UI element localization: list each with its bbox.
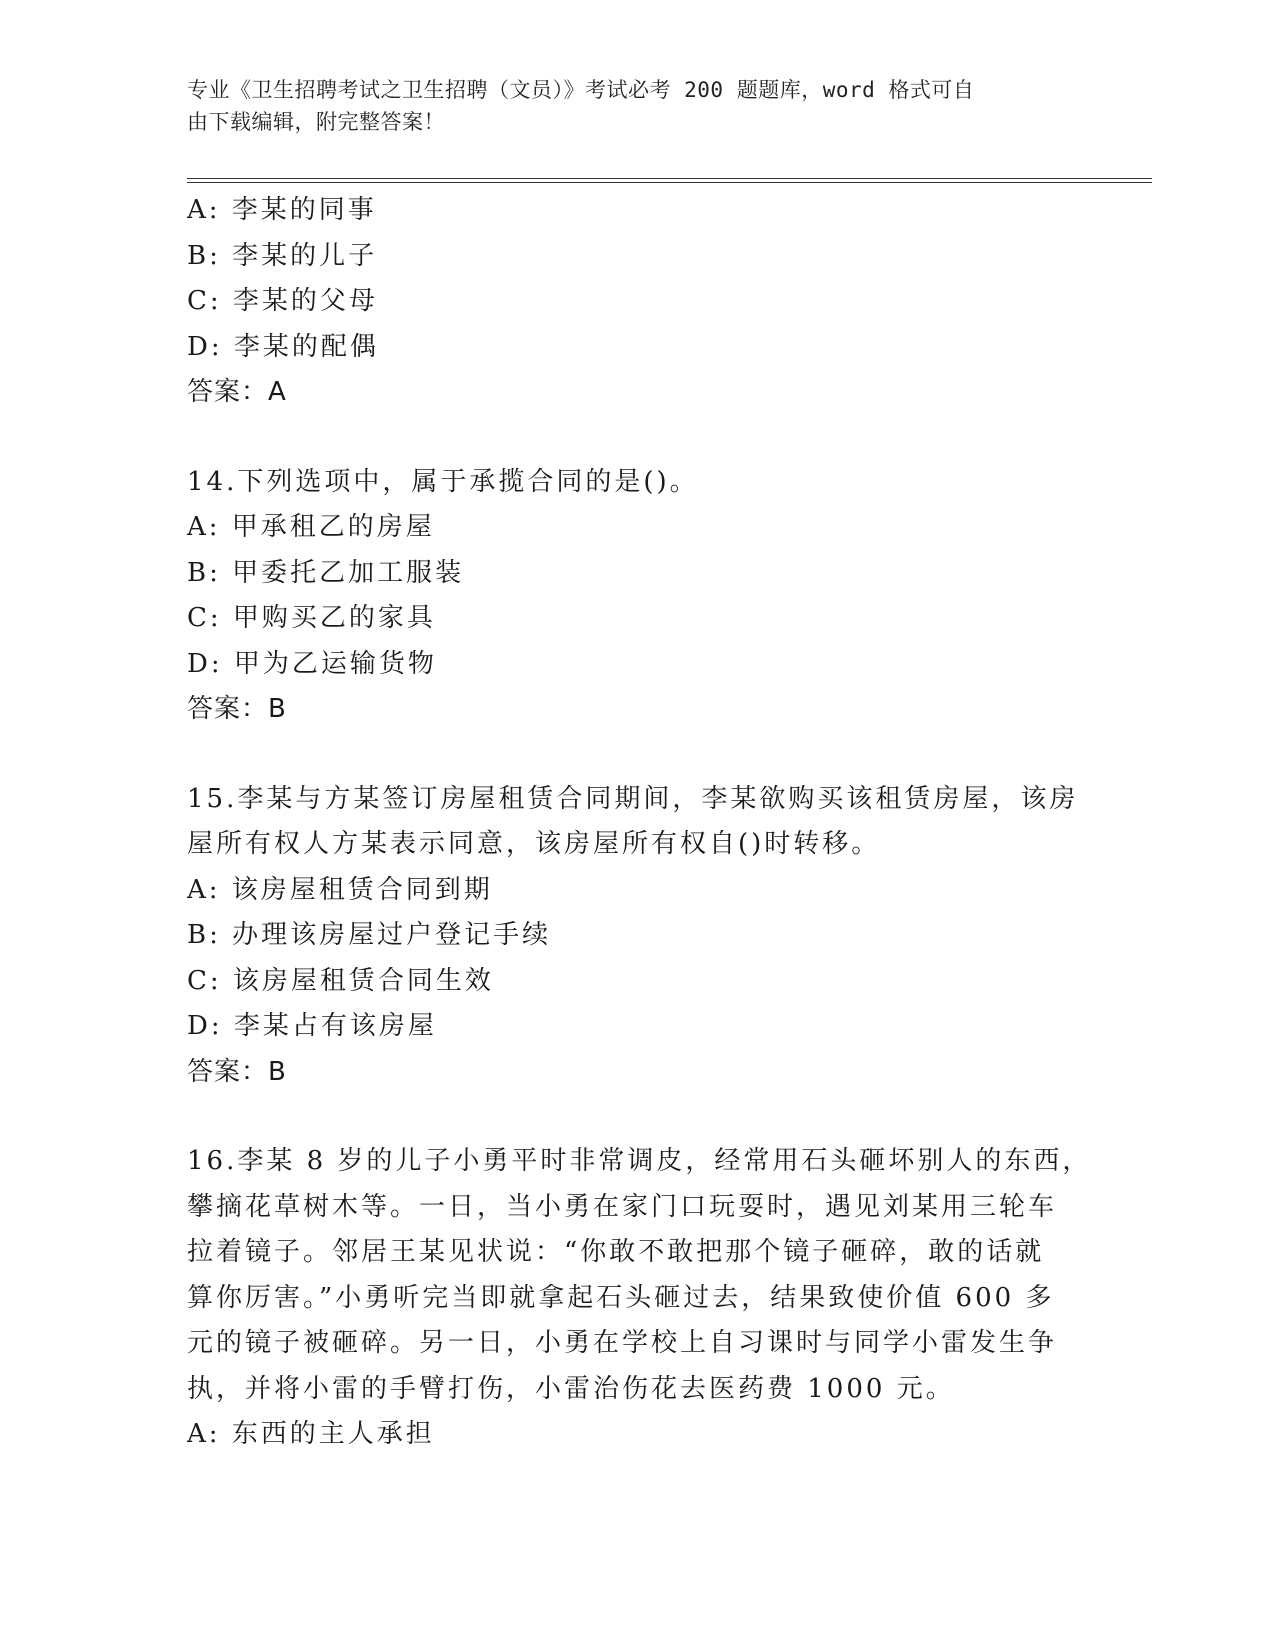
question-text: 14.下列选项中，属于承揽合同的是()。 (187, 466, 699, 497)
option-c: C: 该房屋租赁合同生效 (187, 965, 494, 996)
question-text-line-1: 16.李某 8 岁的儿子小勇平时非常调皮，经常用石头砸坏别人的东西， (187, 1146, 1092, 1176)
option-d: D: 甲为乙运输货物 (187, 648, 437, 679)
question-text-line-2: 攀摘花草树木等。一日，当小勇在家门口玩耍时，遇见刘某用三轮车 (187, 1191, 1058, 1222)
option-b: B: 甲委托乙加工服装 (187, 557, 465, 588)
page-header (187, 74, 1067, 138)
question-text-line-3: 拉着镜子。邻居王某见状说：“你敢不敢把那个镜子砸碎，敢的话就 (187, 1237, 1045, 1267)
question-13 (187, 188, 1087, 416)
answer: 答案：B (187, 694, 287, 724)
option-c: C: 甲购买乙的家具 (187, 603, 436, 633)
question-14 (187, 460, 1087, 733)
question-text-line-2: 屋所有权人方某表示同意，该房屋所有权自()时转移。 (187, 829, 881, 859)
question-16 (187, 1139, 1092, 1458)
question-text-line-5: 元的镜子被砸碎。另一日，小勇在学校上自习课时与同学小雷发生争 (187, 1328, 1058, 1358)
question-text-line-4: 算你厉害。”小勇听完当即就拿起石头砸过去，结果致使价值 600 多 (187, 1282, 1055, 1313)
spacer (187, 416, 1087, 460)
answer: 答案：A (187, 377, 287, 407)
option-a: A: 东西的主人承担 (187, 1419, 435, 1449)
header-line-1: 专业《卫生招聘考试之卫生招聘（文员）》考试必考 200 题题库，word 格式可自 (187, 78, 975, 102)
option-d: D: 李某的配偶 (187, 331, 379, 362)
spacer (187, 733, 1087, 777)
spacer (187, 1095, 1087, 1139)
header-line-2: 由下载编辑，附完整答案！ (187, 110, 445, 134)
question-15 (187, 777, 1087, 1096)
option-d: D: 李某占有该房屋 (187, 1011, 437, 1041)
option-a: A: 甲承租乙的房屋 (187, 512, 435, 542)
option-b: B: 李某的儿子 (187, 240, 378, 271)
option-a: A: 李某的同事 (187, 195, 377, 225)
answer: 答案：B (187, 1056, 287, 1087)
option-c: C: 李某的父母 (187, 286, 378, 316)
option-a: A: 该房屋租赁合同到期 (187, 874, 493, 905)
question-content (187, 188, 1092, 1458)
question-text-line-1: 15.李某与方某签订房屋租赁合同期间，李某欲购买该租赁房屋，该房 (187, 783, 1079, 814)
question-text-line-6: 执，并将小雷的手臂打伤，小雷治伤花去医药费 1000 元。 (187, 1373, 955, 1404)
header-rule-bottom (187, 182, 1152, 183)
header-rule-top (187, 178, 1152, 179)
option-b: B: 办理该房屋过户登记手续 (187, 920, 552, 950)
